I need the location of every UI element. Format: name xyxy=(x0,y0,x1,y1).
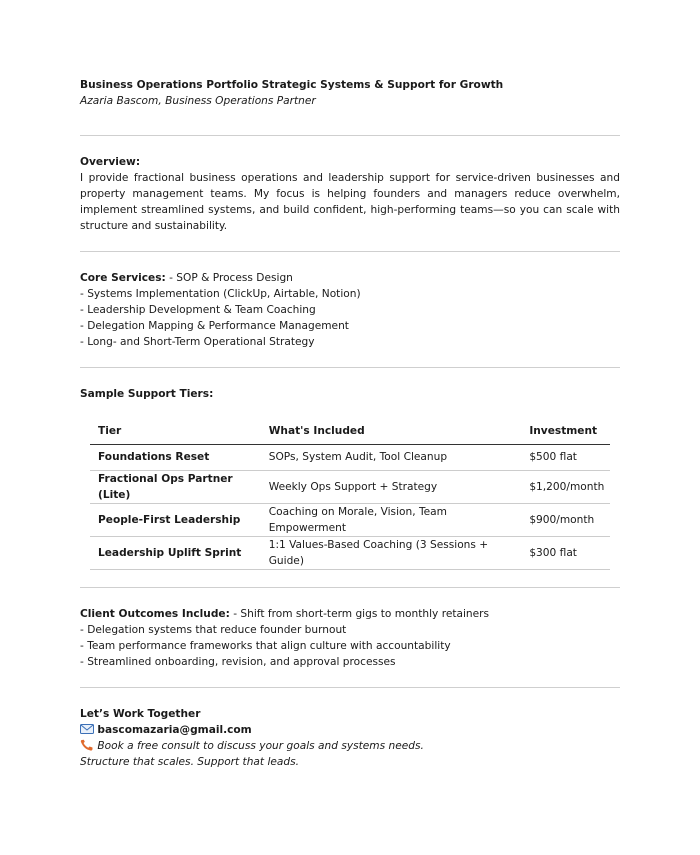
core-service-item: - Long- and Short-Term Operational Strategy xyxy=(80,336,315,348)
tier-price-cell: $500 flat xyxy=(521,445,610,471)
tiers-section xyxy=(80,386,620,570)
document-body xyxy=(80,77,620,770)
tier-included-cell: Weekly Ops Support + Strategy xyxy=(261,470,522,503)
tier-included-cell: SOPs, System Audit, Tool Cleanup xyxy=(261,445,522,471)
outcome-item: - Streamlined onboarding, revision, and approval processes xyxy=(80,655,396,668)
tier-name-cell: Foundations Reset xyxy=(90,445,261,471)
table-header-row xyxy=(90,418,610,445)
phone-icon xyxy=(80,739,94,751)
tier-name-cell: Leadership Uplift Sprint xyxy=(90,536,261,569)
overview-section xyxy=(80,154,620,234)
tiers-heading: Sample Support Tiers: xyxy=(80,388,214,400)
core-service-item: - Leadership Development & Team Coaching xyxy=(80,304,316,316)
column-header-included: What's Included xyxy=(261,418,522,445)
tier-included-cell: 1:1 Values-Based Coaching (3 Sessions + Guide) xyxy=(261,536,522,569)
contact-section xyxy=(80,706,620,770)
table-row xyxy=(90,536,610,569)
tier-price-cell: $300 flat xyxy=(521,536,610,569)
envelope-icon xyxy=(80,723,94,735)
core-service-item: - SOP & Process Design xyxy=(169,272,293,284)
tier-price-cell: $1,200/month xyxy=(521,470,610,503)
column-header-tier: Tier xyxy=(90,418,261,445)
table-row xyxy=(90,470,610,503)
overview-heading: Overview: xyxy=(80,156,141,168)
tier-included-cell: Coaching on Morale, Vision, Team Empowerment xyxy=(261,503,522,536)
tagline: Structure that scales. Support that leads. xyxy=(80,755,300,768)
tier-price-cell: $900/month xyxy=(521,503,610,536)
outcomes-section xyxy=(80,606,620,670)
tier-name-cell: Fractional Ops Partner (Lite) xyxy=(90,470,261,503)
column-header-investment: Investment xyxy=(521,418,610,445)
outcomes-heading: Client Outcomes Include: xyxy=(80,607,230,620)
tier-name-cell: People-First Leadership xyxy=(90,503,261,536)
core-services-section xyxy=(80,270,620,350)
outcome-item: - Delegation systems that reduce founder burnout xyxy=(80,623,347,636)
document-title: Business Operations Portfolio Strategic Systems & Support for Growth xyxy=(80,79,504,91)
tiers-table xyxy=(90,418,610,570)
contact-email-link[interactable]: bascomazaria@gmail.com xyxy=(97,723,252,736)
contact-heading: Let’s Work Together xyxy=(80,707,201,720)
table-row xyxy=(90,445,610,471)
table-row xyxy=(90,503,610,536)
core-service-item: - Systems Implementation (ClickUp, Airtable, Notion) xyxy=(80,288,361,300)
overview-text: I provide fractional business operations and leadership support for service-driven businesses and property management teams. My focus is helping founders and managers reduce overwhelm, implement streamlined systems, and build confident, high-performing teams—so you can scale with structure and sustainability. xyxy=(80,172,620,232)
consult-text: Book a free consult to discuss your goals and systems needs. xyxy=(97,739,424,752)
core-service-item: - Delegation Mapping & Performance Management xyxy=(80,320,349,332)
document-subtitle: Azaria Bascom, Business Operations Partner xyxy=(80,95,316,107)
outcome-item: - Team performance frameworks that align culture with accountability xyxy=(80,639,451,652)
outcome-item: - Shift from short-term gigs to monthly retainers xyxy=(233,607,490,620)
core-services-heading: Core Services: xyxy=(80,272,166,284)
